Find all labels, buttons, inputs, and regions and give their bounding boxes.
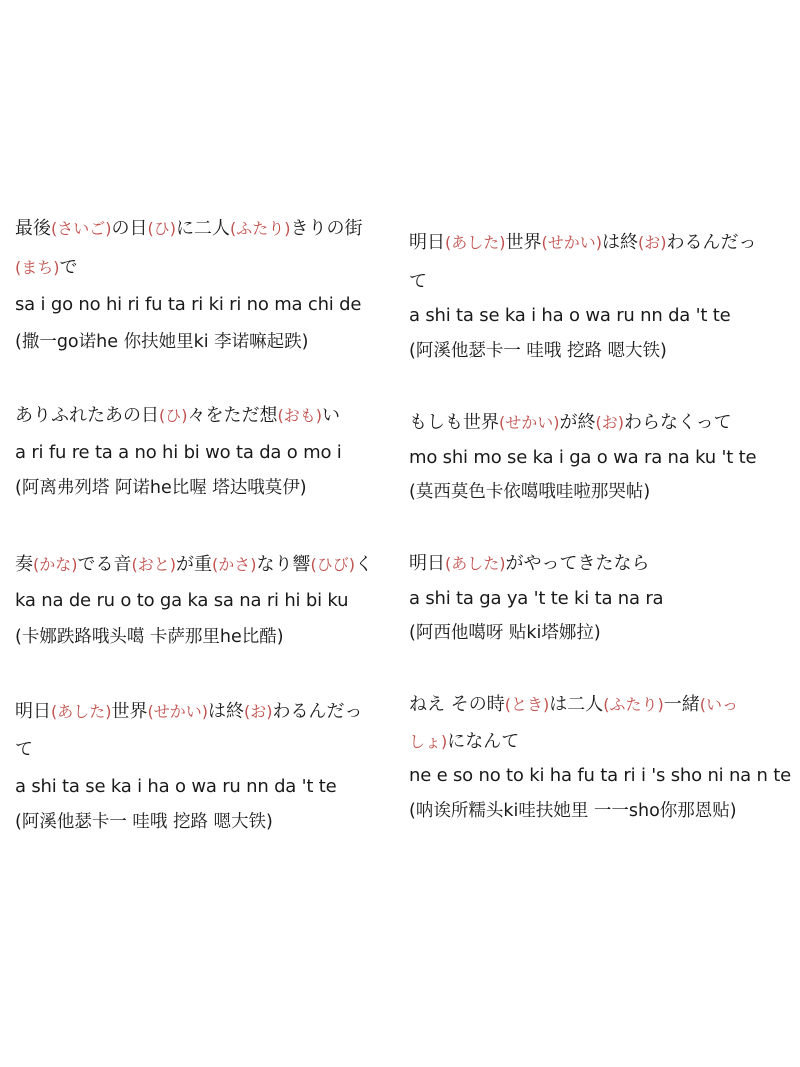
lyric-line: [15, 701, 363, 723]
romaji-line: ne e so no to ki ha fu ta ri i 's sho ni na n te: [409, 765, 791, 786]
furigana-reading: (せかい): [147, 702, 208, 721]
furigana-reading: (おも): [277, 406, 322, 425]
furigana-reading: (あした): [445, 554, 506, 573]
chinese-phonetic-line: (阿西他噶呀 贴ki塔娜拉): [409, 623, 601, 643]
lyric-text: に二人: [176, 218, 230, 239]
lyric-text: で: [59, 257, 78, 278]
lyric-text: わるんだっ: [666, 232, 757, 253]
lyric-line: [409, 412, 732, 434]
furigana-reading: (お): [244, 702, 273, 721]
lyric-text: なり響: [256, 554, 311, 575]
lyric-line: [15, 554, 373, 576]
furigana-reading: (お): [595, 413, 624, 432]
lyric-text: 明日: [409, 232, 445, 253]
chinese-phonetic-line: (莫西莫色卡依噶哦哇啦那哭帖): [409, 482, 651, 502]
lyric-line: [409, 694, 738, 716]
romaji-line: a shi ta se ka i ha o wa ru nn da 't te: [409, 305, 731, 326]
lyric-text: い: [322, 405, 340, 426]
lyric-text: もしも世界: [409, 412, 499, 433]
lyric-text: く: [355, 554, 373, 575]
lyric-line: [409, 553, 650, 575]
lyric-text: 世界: [505, 232, 542, 253]
lyric-line-continued: [409, 271, 427, 293]
lyric-text: でる音: [77, 554, 132, 575]
romaji-line: ka na de ru o to ga ka sa na ri hi bi ku: [15, 590, 349, 611]
lyric-text: 々をただ想: [187, 405, 278, 426]
lyric-text: わるんだっ: [272, 701, 363, 722]
lyric-text: が重: [176, 554, 212, 575]
lyric-text: が終: [559, 412, 596, 433]
lyric-text: わらなくって: [624, 412, 732, 433]
lyric-line: [15, 405, 340, 427]
lyric-text: の日: [111, 218, 148, 239]
romaji-line: a shi ta ga ya 't te ki ta na ra: [409, 588, 664, 609]
lyric-text: 一緒: [663, 694, 700, 715]
furigana-reading: (せかい): [499, 413, 560, 432]
lyric-text: きりの街: [290, 218, 363, 239]
lyric-text: て: [15, 739, 33, 760]
lyric-text: は二人: [549, 694, 604, 715]
lyric-line-continued: [15, 739, 33, 761]
furigana-reading: (お): [638, 233, 667, 252]
furigana-reading: (ひび): [310, 555, 355, 574]
lyric-text: になんて: [447, 731, 520, 752]
lyric-text: 明日: [15, 701, 51, 722]
romaji-line: a shi ta se ka i ha o wa ru nn da 't te: [15, 776, 337, 797]
furigana-reading: (せかい): [541, 233, 602, 252]
chinese-phonetic-line: (撒一go诺he 你扶她里ki 李诺嘛起跌): [15, 332, 309, 352]
lyric-text: て: [409, 271, 427, 292]
furigana-reading: (ひ): [147, 219, 176, 238]
chinese-phonetic-line: (呐诶所糯头ki哇扶她里 一一sho你那恩贴): [409, 801, 737, 821]
lyric-text: がやってきたなら: [505, 553, 650, 574]
romaji-line: a ri fu re ta a no hi bi wo ta da o mo i: [15, 442, 342, 463]
furigana-reading: (おと): [131, 555, 176, 574]
furigana-reading: (さいご): [51, 219, 112, 238]
furigana-reading: (まち): [15, 258, 60, 277]
lyric-text: 世界: [111, 701, 148, 722]
lyric-text: は終: [602, 232, 638, 253]
furigana-reading: (ひ): [159, 406, 188, 425]
chinese-phonetic-line: (阿溪他瑟卡一 哇哦 挖路 嗯大铁): [409, 341, 667, 361]
furigana-reading: (あした): [445, 233, 506, 252]
romaji-line: mo shi mo se ka i ga o wa ra na ku 't te: [409, 447, 757, 468]
lyric-text: 奏: [15, 554, 33, 575]
lyric-text: 明日: [409, 553, 445, 574]
lyric-text: 最後: [15, 218, 51, 239]
furigana-reading: (かさ): [212, 555, 257, 574]
chinese-phonetic-line: (阿溪他瑟卡一 哇哦 挖路 嗯大铁): [15, 812, 273, 832]
furigana-reading: しょ): [409, 732, 448, 751]
romaji-line: sa i go no hi ri fu ta ri ki ri no ma chi de: [15, 294, 362, 315]
furigana-reading: (あした): [51, 702, 112, 721]
furigana-reading: (かな): [33, 555, 78, 574]
chinese-phonetic-line: (卡娜跌路哦头噶 卡萨那里he比酷): [15, 627, 284, 647]
chinese-phonetic-line: (阿离弗列塔 阿诺he比喔 塔达哦莫伊): [15, 478, 307, 498]
lyric-text: ありふれたあの日: [15, 405, 159, 426]
furigana-reading: (ふたり): [230, 219, 291, 238]
furigana-reading: (ふたり): [603, 695, 664, 714]
lyric-line: [409, 232, 757, 254]
lyric-text: は終: [208, 701, 244, 722]
lyric-line-continued: [15, 257, 78, 279]
furigana-reading: (とき): [504, 695, 550, 714]
lyric-line: [15, 218, 363, 240]
furigana-reading: (いっ: [699, 695, 738, 714]
lyric-line-continued: [409, 731, 519, 753]
lyric-text: ねえ その時: [409, 694, 505, 715]
